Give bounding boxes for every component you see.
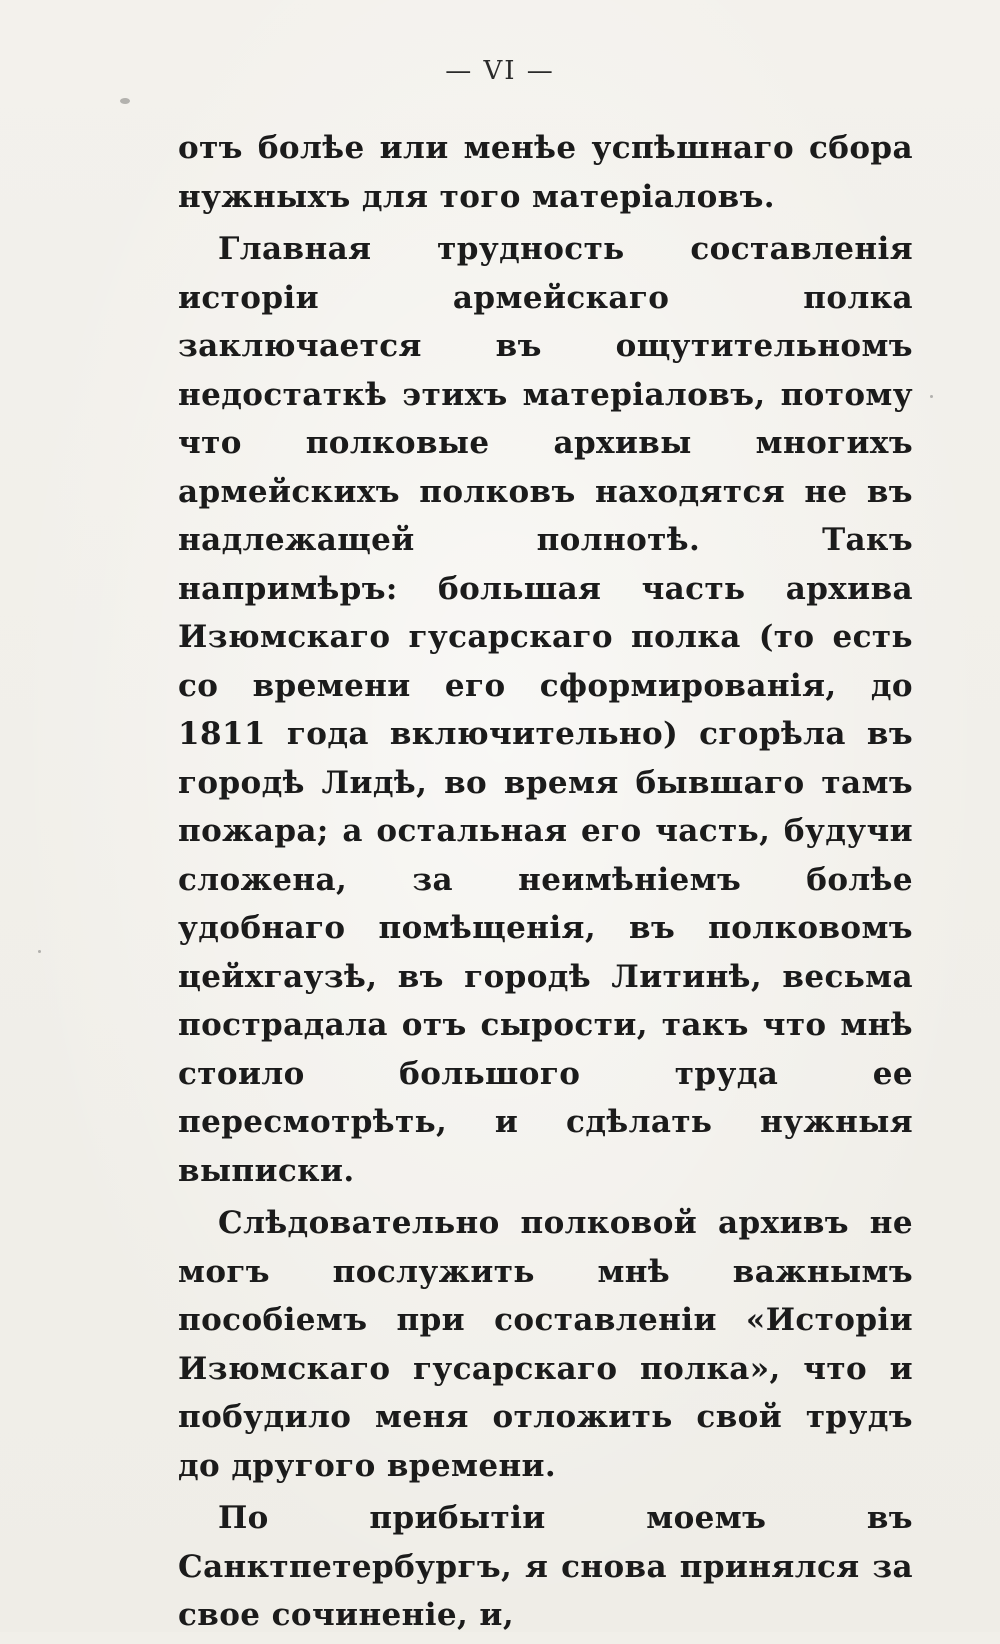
paragraph-1: отъ болѣе или менѣе успѣшнаго сбора нужныхъ для того матеріаловъ.	[178, 130, 913, 215]
paragraph-4: По прибытіи моемъ въ Санктпетербургъ, я снова принялся за свое сочиненіе, и,	[178, 1500, 913, 1633]
paragraph-3: Слѣдовательно полковой архивъ не могъ послужить мнѣ важнымъ пособіемъ при составленіи «Исторіи Изюмскаго гусарскаго полка», что и побудило меня отложить свой трудъ до другого времени.	[178, 1205, 913, 1484]
paper-speck	[930, 395, 933, 398]
paper-speck	[120, 98, 130, 104]
paper-speck	[38, 950, 41, 953]
page-number: — VI —	[445, 56, 555, 86]
paragraph-2: Главная трудность составленія исторіи армейскаго полка заключается въ ощутительномъ недостаткѣ этихъ матеріаловъ, потому что полковые архивы многихъ армейскихъ полковъ находятся не въ надлежащей полнотѣ. Такъ напримѣръ: большая часть архива Изюмскаго гусарскаго полка (то есть со времени его сформированія, до 1811 года включительно) сгорѣла въ городѣ Лидѣ, во время бывшаго тамъ пожара; а остальная его часть, будучи сложена, за неимѣніемъ болѣе удобнаго помѣщенія, въ полковомъ цейхгаузѣ, въ городѣ Литинѣ, весьма пострадала отъ сырости, такъ что мнѣ стоило большого труда ее пересмотрѣть, и сдѣлать нужныя выписки.	[178, 231, 913, 1189]
body-text	[178, 124, 913, 1644]
